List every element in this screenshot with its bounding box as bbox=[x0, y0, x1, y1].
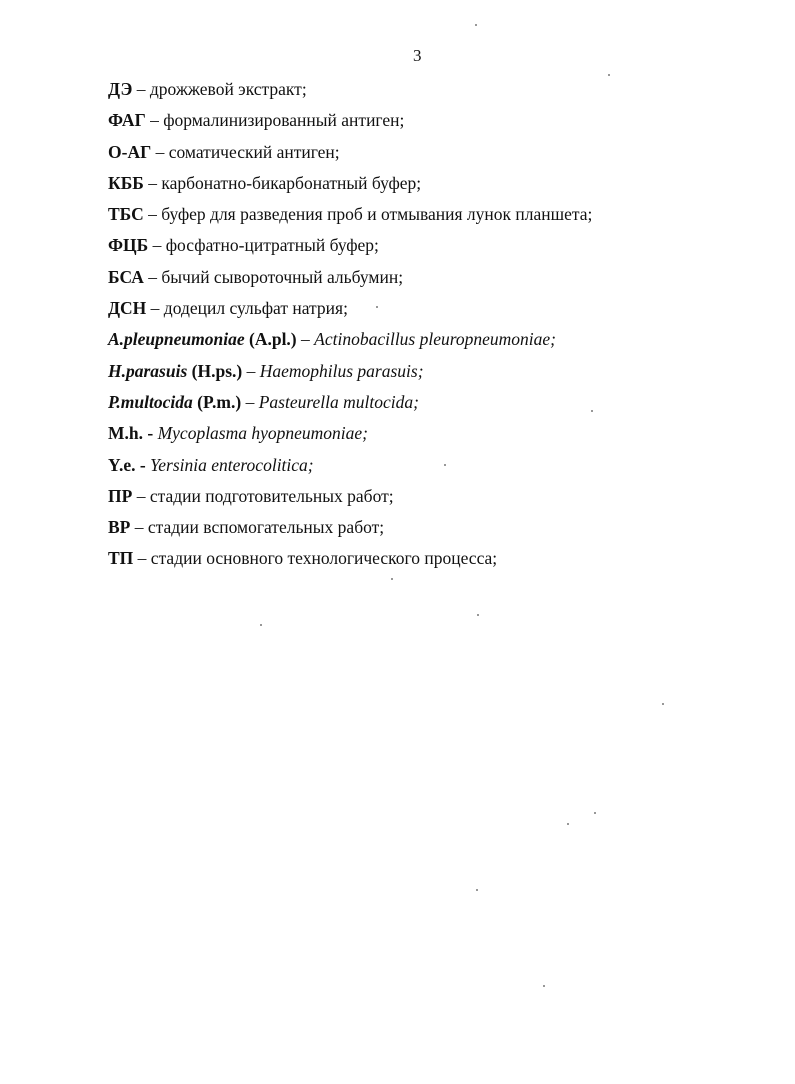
abbreviation-separator: – bbox=[242, 360, 260, 381]
abbreviation-term: M.h. - bbox=[108, 423, 154, 444]
abbreviation-item bbox=[108, 293, 592, 324]
abbreviation-definition: формалинизированный антиген; bbox=[163, 110, 405, 131]
abbreviation-term: P.multocida bbox=[108, 391, 193, 412]
abbreviation-term: ТП bbox=[108, 548, 134, 569]
abbreviation-term: ДЭ bbox=[108, 79, 133, 99]
abbreviation-term: БСА bbox=[108, 266, 144, 287]
abbreviation-definition: бычий сывороточный альбумин; bbox=[161, 266, 404, 287]
abbreviation-definition: стадии подготовительных работ; bbox=[149, 485, 394, 506]
abbreviation-term: ДСН bbox=[108, 298, 147, 319]
page-number: 3 bbox=[413, 46, 422, 65]
abbreviation-term: A.pleupneumoniae bbox=[108, 329, 245, 350]
scan-speck bbox=[376, 306, 378, 308]
abbreviation-item bbox=[108, 418, 592, 449]
abbreviation-separator: – bbox=[132, 79, 150, 99]
scan-speck bbox=[594, 812, 596, 814]
abbreviation-term: О-АГ bbox=[108, 141, 152, 162]
abbreviation-item bbox=[108, 199, 592, 230]
abbreviation-definition: соматический антиген; bbox=[168, 141, 340, 162]
abbreviation-separator: – bbox=[296, 329, 315, 350]
abbreviation-separator: – bbox=[145, 110, 164, 131]
abbreviation-item bbox=[108, 105, 592, 136]
abbreviation-term: ФАГ bbox=[108, 110, 146, 131]
abbreviation-definition: стадии основного технологического процесса; bbox=[150, 548, 498, 569]
abbreviation-item bbox=[108, 387, 592, 418]
scan-speck bbox=[477, 614, 479, 616]
abbreviation-definition: Mycoplasma hyopneumoniae; bbox=[157, 423, 369, 444]
abbreviation-separator: – bbox=[130, 517, 148, 538]
abbreviation-definition: стадии вспомогательных работ; bbox=[147, 517, 385, 538]
abbreviation-item bbox=[108, 512, 592, 543]
abbreviation-term: H.parasuis bbox=[108, 360, 188, 381]
scan-speck bbox=[260, 624, 262, 626]
abbreviation-definition: буфер для разведения проб и отмывания лунок планшета; bbox=[161, 204, 593, 225]
abbreviation-term: Y.e. - bbox=[108, 454, 146, 475]
abbreviation-term: ПР bbox=[108, 485, 133, 506]
abbreviation-term: ФЦБ bbox=[108, 235, 149, 256]
scan-speck bbox=[476, 889, 478, 891]
abbreviation-separator: – bbox=[143, 266, 162, 287]
abbreviation-short-form: (A.pl.) bbox=[244, 329, 297, 350]
abbreviation-short-form: (P.m.) bbox=[192, 391, 242, 412]
abbreviation-item bbox=[108, 168, 592, 199]
abbreviation-item bbox=[108, 543, 592, 574]
abbreviation-separator: – bbox=[143, 204, 162, 225]
scan-speck bbox=[567, 823, 569, 825]
abbreviation-separator: – bbox=[132, 485, 150, 506]
abbreviation-item bbox=[108, 356, 592, 387]
abbreviation-definition: Haemophilus parasuis; bbox=[259, 360, 424, 381]
abbreviation-definition: фосфатно-цитратный буфер; bbox=[165, 235, 379, 256]
abbreviation-definition: додецил сульфат натрия; bbox=[163, 298, 348, 319]
abbreviation-short-form: (H.ps.) bbox=[187, 360, 243, 381]
abbreviation-definition: карбонатно-бикарбонатный буфер; bbox=[161, 172, 422, 193]
abbreviation-term: КББ bbox=[108, 172, 144, 193]
abbreviation-item bbox=[108, 137, 592, 168]
abbreviation-separator: – bbox=[151, 141, 169, 162]
abbreviation-term: ТБС bbox=[108, 204, 144, 225]
abbreviation-term: ВР bbox=[108, 517, 131, 538]
abbreviation-item bbox=[108, 450, 592, 481]
abbreviation-item bbox=[108, 230, 592, 261]
abbreviation-separator: – bbox=[146, 298, 164, 319]
abbreviation-definition: Pasteurella multocida; bbox=[258, 391, 419, 412]
abbreviation-item bbox=[108, 74, 592, 105]
scan-speck bbox=[608, 74, 610, 76]
scan-speck bbox=[662, 703, 664, 705]
abbreviation-list bbox=[108, 74, 592, 575]
abbreviation-separator: – bbox=[148, 235, 166, 256]
abbreviation-item bbox=[108, 262, 592, 293]
abbreviation-item bbox=[108, 324, 592, 355]
abbreviation-separator: – bbox=[143, 172, 162, 193]
abbreviation-separator: – bbox=[241, 391, 259, 412]
abbreviation-separator: – bbox=[133, 548, 151, 569]
abbreviation-definition: Actinobacillus pleuropneumoniae; bbox=[314, 329, 557, 350]
scan-speck bbox=[591, 410, 593, 412]
scan-speck bbox=[475, 24, 477, 26]
scan-speck bbox=[444, 464, 446, 466]
scan-speck bbox=[543, 985, 545, 987]
abbreviation-definition: дрожжевой экстракт; bbox=[149, 79, 307, 99]
abbreviation-item bbox=[108, 481, 592, 512]
scan-speck bbox=[391, 578, 393, 580]
abbreviation-definition: Yersinia enterocolitica; bbox=[150, 454, 314, 475]
